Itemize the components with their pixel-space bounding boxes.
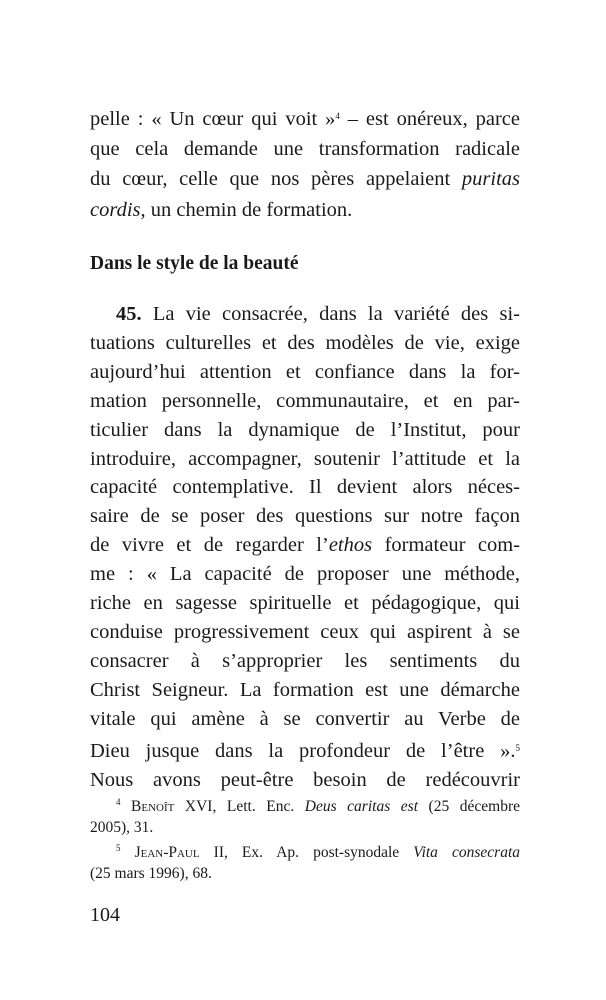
text-line bbox=[90, 589, 520, 618]
text-run: riche en sagesse spirituelle et pédagogique, qui bbox=[90, 592, 520, 615]
text-run: Nous avons peut-être besoin de redécouvrir bbox=[90, 768, 520, 791]
footnote-ref: 4 bbox=[116, 797, 121, 807]
text-run: vitale qui amène à se convertir au Verbe de bbox=[90, 707, 520, 730]
text-run: du cœur, celle que nos pères appelaient bbox=[90, 168, 462, 191]
text-line bbox=[90, 502, 520, 531]
text-run: conduise progressivement ceux qui aspirent à se bbox=[90, 620, 520, 643]
text-run: Dieu jusque dans la profondeur de l’être ». bbox=[90, 739, 516, 762]
text-line bbox=[90, 195, 520, 225]
text-run: de vivre et de regarder l’ bbox=[90, 534, 329, 557]
text-run: ethos bbox=[328, 534, 373, 557]
text-run: cordis bbox=[90, 198, 141, 221]
text-run: La vie consacrée, dans la variété des si- bbox=[141, 303, 520, 325]
continuation-paragraph bbox=[90, 101, 520, 225]
text-run: – est onéreux, parce bbox=[339, 108, 520, 130]
text-run: 45. bbox=[116, 303, 142, 325]
footnote-ref: 4 bbox=[335, 111, 340, 121]
text-run: Vita consecrata bbox=[413, 844, 520, 861]
text-run: (25 mars 1996), 68. bbox=[90, 864, 212, 882]
text-line bbox=[90, 416, 520, 445]
text-run: 2005), 31. bbox=[90, 818, 154, 836]
paragraph-45 bbox=[90, 300, 520, 794]
text-line bbox=[90, 358, 520, 387]
text-line bbox=[90, 329, 520, 358]
text-run bbox=[121, 844, 135, 861]
text-line bbox=[90, 387, 520, 416]
text-line bbox=[90, 864, 520, 885]
text-line bbox=[90, 766, 520, 795]
text-line bbox=[90, 676, 520, 705]
text-run: tuations culturelles et des modèles de vie, exige bbox=[90, 331, 520, 354]
section-heading: Dans le style de la beauté bbox=[90, 253, 299, 274]
text-line bbox=[90, 647, 520, 676]
text-line bbox=[90, 560, 520, 589]
text-run: , un chemin de formation. bbox=[140, 198, 353, 221]
text-line bbox=[90, 134, 520, 164]
text-run: Benoît bbox=[131, 798, 175, 815]
text-run: puritas bbox=[461, 168, 520, 191]
text-run: Jean-Paul bbox=[134, 844, 200, 861]
text-run: saire de se poser des questions sur notre façon bbox=[90, 505, 520, 528]
text-run: formateur com- bbox=[372, 534, 520, 557]
text-line bbox=[90, 792, 520, 818]
text-line bbox=[90, 531, 520, 560]
text-run: capacité contemplative. Il devient alors néces- bbox=[90, 476, 520, 499]
text-run: Christ Seigneur. La formation est une démarche bbox=[90, 678, 520, 701]
text-run: Deus caritas est bbox=[304, 798, 418, 815]
footnote-ref: 5 bbox=[116, 843, 121, 853]
text-line bbox=[90, 705, 520, 734]
text-run: mation personnelle, communautaire, et en par- bbox=[90, 389, 520, 412]
footnote-ref: 5 bbox=[515, 742, 520, 753]
text-line bbox=[90, 445, 520, 474]
text-line bbox=[90, 164, 520, 194]
text-line bbox=[90, 101, 520, 134]
text-run: aujourd’hui attention et confiance dans la for- bbox=[90, 360, 520, 383]
text-run: introduire, accompagner, soutenir l’attitude et la bbox=[90, 447, 520, 470]
text-line bbox=[90, 818, 520, 839]
footnotes bbox=[90, 792, 520, 884]
text-run: pelle : « Un cœur qui voit » bbox=[90, 108, 336, 130]
text-run: me : « La capacité de proposer une méthode, bbox=[90, 563, 520, 586]
text-line bbox=[90, 300, 520, 329]
text-run: que cela demande une transformation radicale bbox=[90, 138, 520, 161]
page-number: 104 bbox=[90, 904, 120, 926]
text-line bbox=[90, 618, 520, 647]
text-run bbox=[121, 798, 132, 815]
text-run: (25 décembre bbox=[418, 798, 520, 815]
text-line bbox=[90, 734, 520, 766]
text-run: II, Ex. Ap. post-synodale bbox=[199, 844, 414, 861]
text-run: ticulier dans la dynamique de l’Institut, pour bbox=[90, 418, 520, 441]
text-run: XVI, Lett. Enc. bbox=[174, 798, 305, 815]
text-line bbox=[90, 838, 520, 864]
text-run: consacrer à s’approprier les sentiments du bbox=[90, 649, 520, 672]
text-line bbox=[90, 473, 520, 502]
